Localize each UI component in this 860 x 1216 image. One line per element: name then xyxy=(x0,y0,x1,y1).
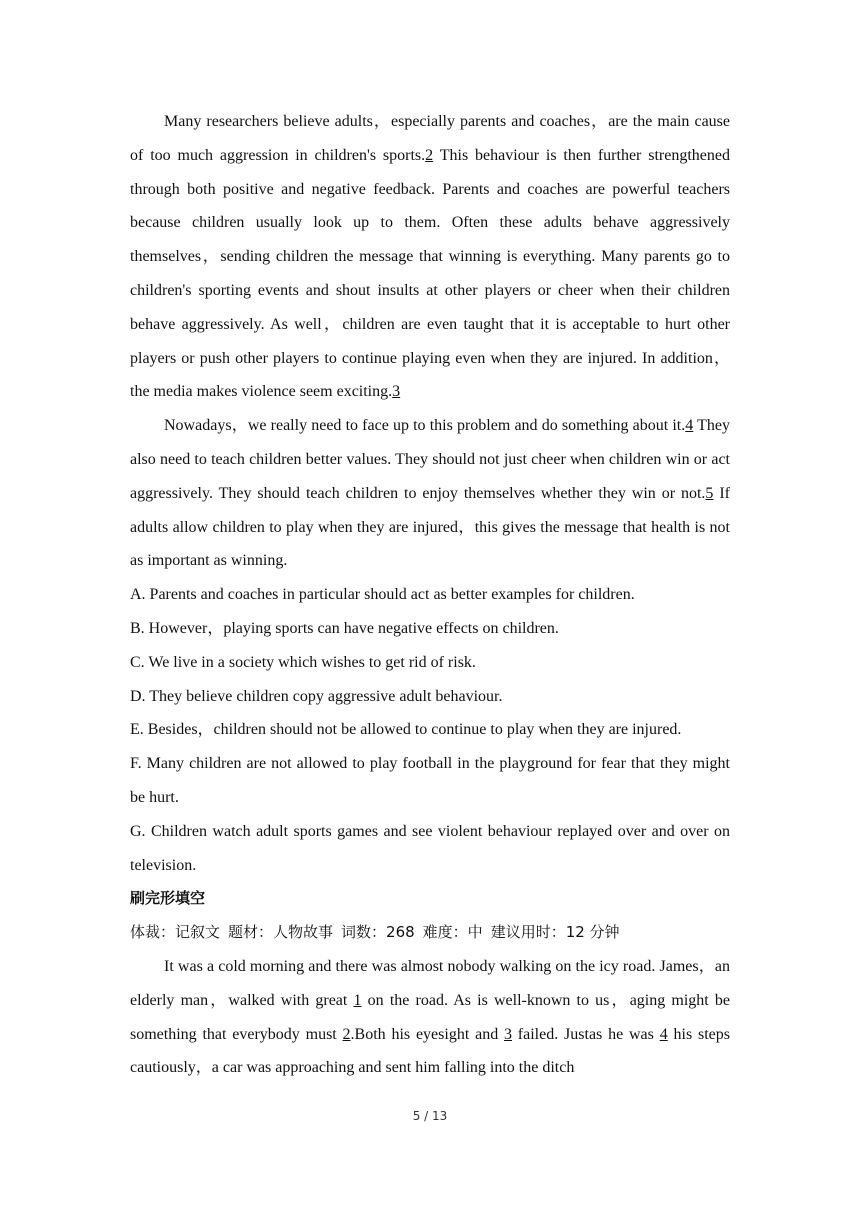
blank-number: 5 xyxy=(705,484,714,502)
document-page xyxy=(130,105,730,1085)
option-f: F. Many children are not allowed to play football in the playground for fear that they might be hurt. xyxy=(130,755,730,806)
text-run: .Both his eyesight and xyxy=(350,1025,504,1043)
text-run: on the road. As is well-known to us，aging might be something that everybody must xyxy=(130,991,730,1043)
meta-topic: 题材：人物故事 xyxy=(228,923,334,942)
passage-paragraph-2 xyxy=(130,409,730,578)
text-run: failed. Justas he was xyxy=(512,1025,660,1043)
blank-number: 3 xyxy=(504,1025,512,1043)
blank-number: 1 xyxy=(353,991,362,1009)
text-run: Nowadays，we really need to face up to this problem and do something about it. xyxy=(164,417,686,435)
text-run: his steps cautiously，a car was approaching and sent him falling into the ditch xyxy=(130,1025,730,1077)
passage-paragraph-1 xyxy=(130,105,730,409)
option-a: A. Parents and coaches in particular should act as better examples for children. xyxy=(130,586,635,604)
blank-number: 2 xyxy=(425,146,434,164)
meta-genre: 体裁：记叙文 xyxy=(130,923,221,942)
section-meta xyxy=(130,916,730,950)
text-run: Many researchers believe adults，especially parents and coaches，are the main cause of too much aggression in children's sports. xyxy=(130,113,730,164)
text-run: This behaviour is then further strengthened through both positive and negative feedback. Parents and coaches are powerful teachers because children usually look up to them. Often these adults behave aggressively themselves，sending children the message that winning is everything. Many parents go to children's sporting events and shout insults at other players or cheer when their children behave aggressively. As well，children are even taught that it is acceptable to hurt other players or push other players to continue playing even when they are injured. In addition，the media makes violence seem exciting. xyxy=(130,146,731,401)
text-run: It was a cold morning and there was almost nobody walking on the icy road. James，an elderly man，walked with great xyxy=(130,957,731,1009)
option-g: G. Children watch adult sports games and see violent behaviour replayed over and over on television. xyxy=(130,822,730,874)
page-number: 5 / 13 xyxy=(412,1109,448,1123)
option-e: E. Besides，children should not be allowed to continue to play when they are injured. xyxy=(130,721,682,739)
meta-difficulty: 难度：中 xyxy=(422,923,483,942)
blank-number: 2 xyxy=(342,1025,351,1043)
cloze-paragraph-1 xyxy=(130,950,730,1085)
text-run: If adults allow children to play when they are injured，this gives the message that health is not as important as winning. xyxy=(130,484,731,570)
meta-word-count: 词数：268 xyxy=(341,923,415,942)
meta-suggested-time: 建议用时：12 分钟 xyxy=(490,923,620,942)
section-title: 刷完形填空 xyxy=(130,889,206,908)
blank-number: 3 xyxy=(392,383,401,401)
option-d: D. They believe children copy aggressive adult behaviour. xyxy=(130,687,503,705)
blank-number: 4 xyxy=(659,1025,668,1043)
blank-number: 4 xyxy=(685,417,694,435)
option-b: B. However，playing sports can have negative effects on children. xyxy=(130,619,559,637)
text-run: They also need to teach children better values. They should not just cheer when children win or act aggressively. They should teach children to enjoy themselves whether they win or not. xyxy=(130,417,731,502)
option-c: C. We live in a society which wishes to get rid of risk. xyxy=(130,653,476,671)
